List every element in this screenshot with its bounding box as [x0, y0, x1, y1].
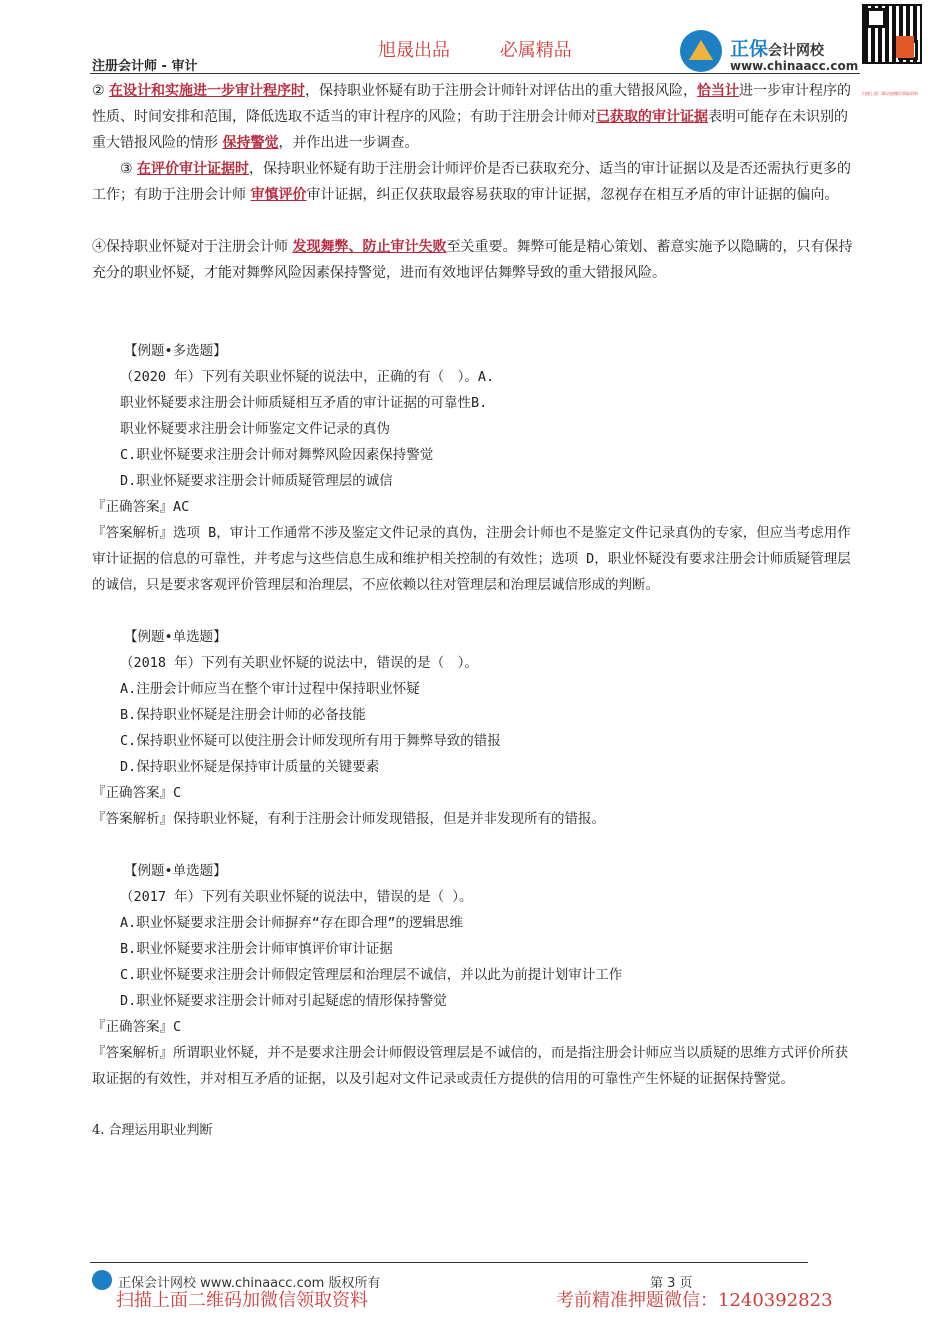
paragraph-3: ③ 在评价审计证据时，保持职业怀疑有助于注册会计师评价是否已获取充分、适当的审计证据以及是否还需执行更多的工作；有助于注册会计师 审慎评价审计证据，纠正仅获取最容易获取的审计证据，忽视存在相互矛盾的审计证据的偏向。 — [92, 161, 852, 203]
answer-line: 『正确答案』C — [92, 785, 182, 801]
option-line: B.职业怀疑要求注册会计师审慎评价审计证据 — [120, 941, 393, 957]
analysis-text: 『答案解析』保持职业怀疑，有利于注册会计师发现错报，但是并非发现所有的错报。 — [92, 811, 605, 827]
slogan-left: 旭晟出品 — [378, 40, 450, 61]
section-heading: 4. 合理运用职业判断 — [92, 1123, 213, 1138]
answer-line: 『正确答案』C — [92, 1019, 182, 1035]
example-1 — [92, 338, 860, 598]
question-text: （2020 年）下列有关职业怀疑的说法中，正确的有（ ）。A. — [120, 369, 495, 385]
document-body — [92, 78, 860, 1144]
slogan-right: 必属精品 — [499, 40, 572, 61]
header-slogan — [378, 36, 616, 62]
logo-title: 正保会计网校 — [730, 38, 825, 60]
example-tag: 【例题•单选题】 — [124, 863, 227, 879]
paragraph-4: ④保持职业怀疑对于注册会计师 发现舞弊、防止审计失败至关重要。舞弊可能是精心策划、蓄意实施予以隐瞒的，只有保持充分的职业怀疑，才能对舞弊风险因素保持警觉，进而有效地评估舞弊导致的重大错报风险。 — [92, 239, 853, 281]
tiny-note: 扫描上面二维码加微信领取资料 — [862, 91, 918, 96]
option-line: C.职业怀疑要求注册会计师假定管理层和治理层不诚信，并以此为前提计划审计工作 — [120, 967, 623, 983]
badge-icon — [896, 36, 914, 58]
option-line: A.职业怀疑要求注册会计师摒弃“存在即合理”的逻辑思维 — [120, 915, 464, 931]
answer-line: 『正确答案』AC — [92, 499, 190, 515]
example-2 — [92, 624, 860, 832]
footer-promo-left: 扫描上面二维码加微信领取资料 — [116, 1290, 368, 1311]
option-line: D.职业怀疑要求注册会计师质疑管理层的诚信 — [120, 473, 393, 489]
subject-title: 注册会计师 - 审计 — [92, 59, 198, 74]
footer-copyright: 正保会计网校 www.chinaacc.com 版权所有 — [118, 1276, 381, 1291]
footer-divider — [90, 1262, 808, 1263]
option-line: D.职业怀疑要求注册会计师对引起疑虑的情形保持警觉 — [120, 993, 447, 1009]
analysis-text: 『答案解析』所谓职业怀疑，并不是要求注册会计师假设管理层是不诚信的，而是指注册会计师应当以质疑的思维方式评价所获取证据的有效性，并对相互矛盾的证据，以及引起对文件记录或责任方提供的信用的可靠性产生怀疑的证据保持警觉。 — [92, 1045, 848, 1087]
example-tag: 【例题•单选题】 — [124, 629, 227, 645]
question-text: （2017 年）下列有关职业怀疑的说法中，错误的是（ ）。 — [120, 889, 473, 905]
option-line: 职业怀疑要求注册会计师质疑相互矛盾的审计证据的可靠性B. — [120, 395, 488, 411]
example-3 — [92, 858, 860, 1092]
option-line: A.注册会计师应当在整个审计过程中保持职业怀疑 — [120, 681, 420, 697]
paragraph-2: ② 在设计和实施进一步审计程序时，保持职业怀疑有助于注册会计师针对评估出的重大错报风险，恰当计进一步审计程序的性质、时间安排和范围，降低选取不适当的审计程序的风险；有助于注册会计师对已获取的审计证据表明可能存在未识别的重大错报风险的情形 保持警觉，并作出进一步调查。 — [92, 83, 852, 151]
logo-url: www.chinaacc.com — [730, 59, 859, 73]
chinaacc-logo — [680, 30, 859, 75]
option-line: C.职业怀疑要求注册会计师对舞弊风险因素保持警觉 — [120, 447, 434, 463]
example-tag: 【例题•多选题】 — [124, 343, 227, 359]
footer-logo-icon — [92, 1270, 112, 1290]
analysis-text: 『答案解析』选项 B，审计工作通常不涉及鉴定文件记录的真伪，注册会计师也不是鉴定文件记录真伪的专家，但应当考虑用作审计证据的信息的可靠性，并考虑与这些信息生成和维护相关控制的有效性；选项 D，职业怀疑没有要求注册会计师质疑管理层的诚信，只是要求客观评价管理层和治理层，不应依赖以往对管理层和治理层诚信形成的判断。 — [92, 525, 851, 593]
option-line: C.保持职业怀疑可以使注册会计师发现所有用于舞弊导致的错报 — [120, 733, 501, 749]
footer-promo-right: 考前精准押题微信：1240392823 — [556, 1290, 833, 1311]
question-text: （2018 年）下列有关职业怀疑的说法中，错误的是（ ）。 — [120, 655, 478, 671]
option-line: 职业怀疑要求注册会计师鉴定文件记录的真伪 — [120, 421, 390, 437]
option-line: B.保持职业怀疑是注册会计师的必备技能 — [120, 707, 366, 723]
option-line: D.保持职业怀疑是保持审计质量的关键要素 — [120, 759, 380, 775]
page-number: 第 3 页 — [650, 1276, 693, 1291]
logo-icon — [680, 30, 722, 72]
